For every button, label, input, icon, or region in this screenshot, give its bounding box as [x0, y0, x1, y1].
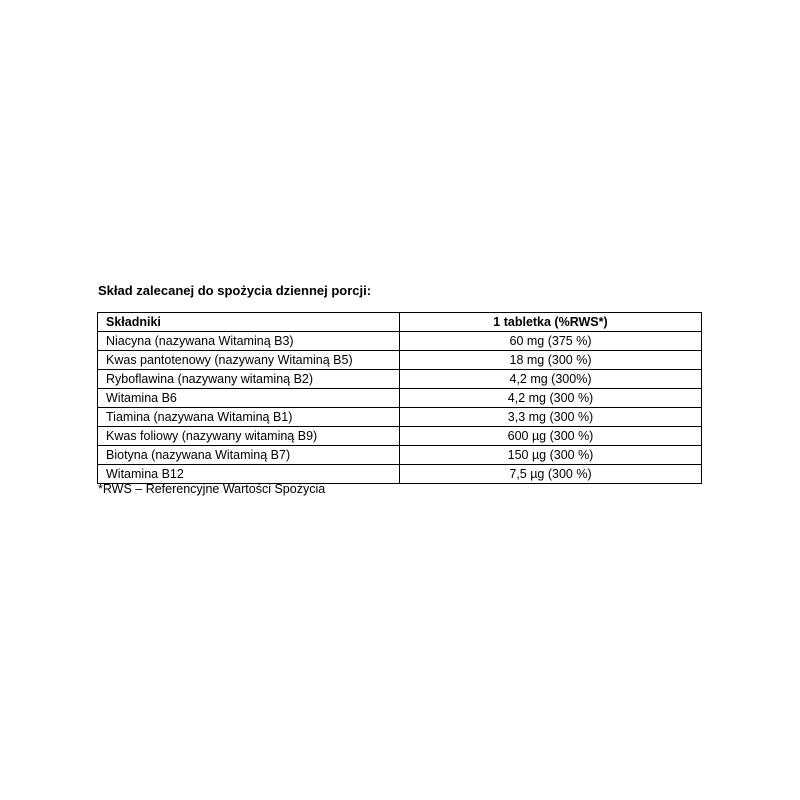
ingredient-cell: Kwas foliowy (nazywany witaminą B9)	[98, 427, 400, 446]
footnote: *RWS – Referencyjne Wartości Spożycia	[98, 482, 326, 496]
table-row	[98, 332, 702, 351]
table-row	[98, 351, 702, 370]
header-ingredient: Składniki	[98, 313, 400, 332]
ingredient-cell: Niacyna (nazywana Witaminą B3)	[98, 332, 400, 351]
nutrition-table	[97, 312, 702, 484]
table-header-row	[98, 313, 702, 332]
section-heading: Skład zalecanej do spożycia dziennej porcji:	[98, 283, 372, 298]
ingredient-cell: Witamina B6	[98, 389, 400, 408]
ingredient-cell: Ryboflawina (nazywany witaminą B2)	[98, 370, 400, 389]
amount-cell: 4,2 mg (300%)	[400, 370, 702, 389]
ingredient-cell: Biotyna (nazywana Witaminą B7)	[98, 446, 400, 465]
table-row	[98, 427, 702, 446]
ingredient-cell: Kwas pantotenowy (nazywany Witaminą B5)	[98, 351, 400, 370]
table-row	[98, 370, 702, 389]
ingredient-cell: Witamina B12	[98, 465, 400, 484]
amount-cell: 18 mg (300 %)	[400, 351, 702, 370]
amount-cell: 150 µg (300 %)	[400, 446, 702, 465]
amount-cell: 3,3 mg (300 %)	[400, 408, 702, 427]
amount-cell: 7,5 µg (300 %)	[400, 465, 702, 484]
table-row	[98, 389, 702, 408]
table-row	[98, 465, 702, 484]
table-row	[98, 408, 702, 427]
amount-cell: 4,2 mg (300 %)	[400, 389, 702, 408]
amount-cell: 60 mg (375 %)	[400, 332, 702, 351]
amount-cell: 600 µg (300 %)	[400, 427, 702, 446]
ingredient-cell: Tiamina (nazywana Witaminą B1)	[98, 408, 400, 427]
header-amount: 1 tabletka (%RWS*)	[400, 313, 702, 332]
table-row	[98, 446, 702, 465]
